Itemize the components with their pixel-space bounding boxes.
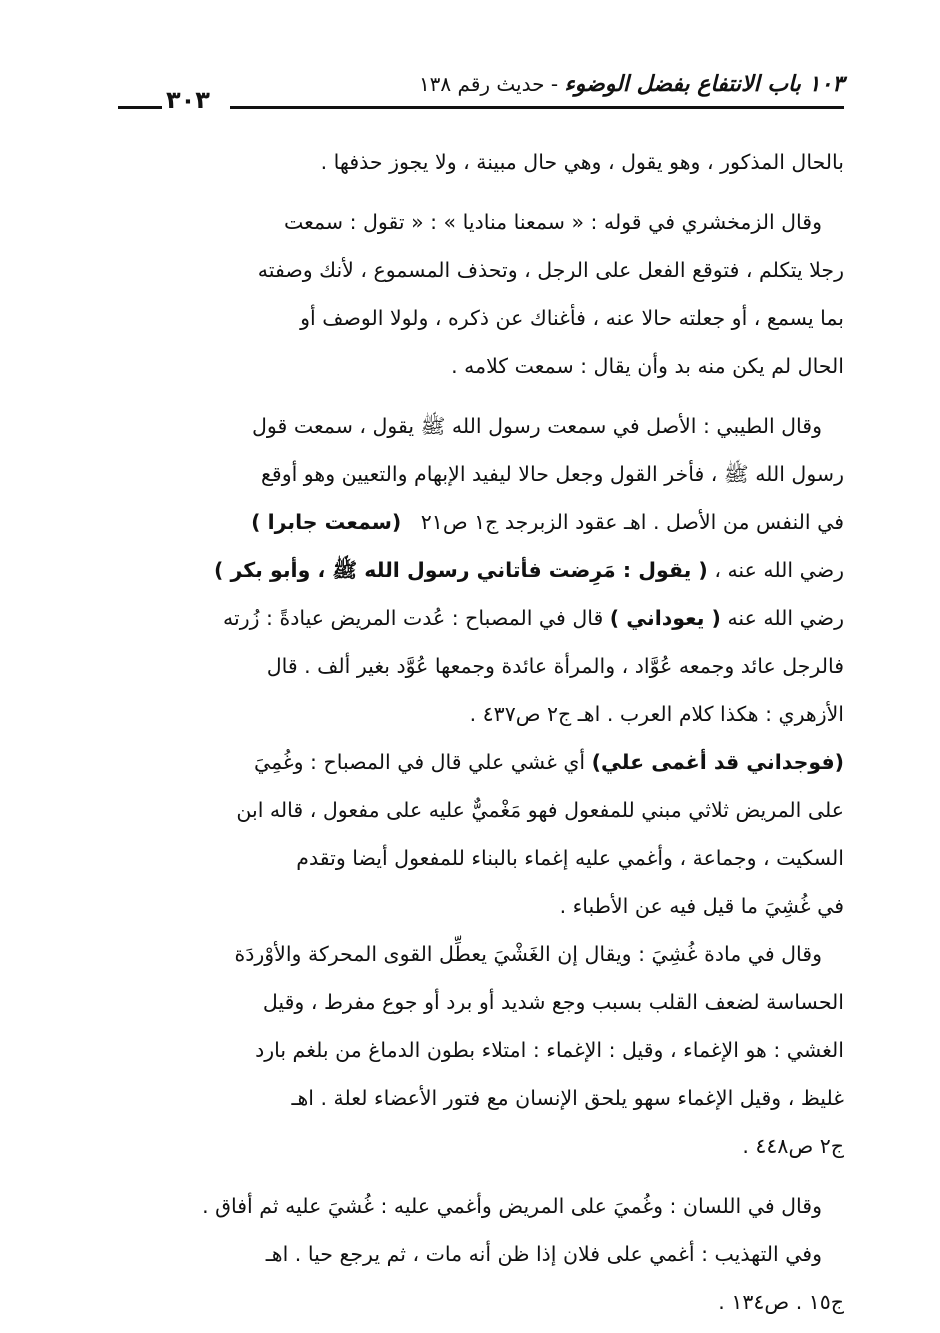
hadith-quote: ( يقول : مَرِضت فأتاني رسول الله ﷺ ، وأبو بكر )	[213, 558, 708, 582]
text-line: في غُشِيَ ما قيل فيه عن الأطباء .	[559, 894, 844, 918]
text-line: وقال في مادة غُشِيَ : ويقال إن الغَشْيَ يعطِّل القوى المحركة والأوْردَة	[234, 942, 822, 966]
chapter-title: ١٠٣ باب الانتفاع بفضل الوضوء	[564, 72, 844, 97]
text-line: وقال الطيبي : الأصل في سمعت رسول الله ﷺ يقول ، سمعت قول	[252, 414, 822, 438]
page-number-rule	[118, 106, 162, 109]
text-line: ج١٥ . ص١٣٤ .	[718, 1290, 844, 1314]
hadith-quote: (سمعت جابرا )	[251, 510, 402, 534]
text-line: الحال لم يكن منه بد وأن يقال : سمعت كلامه .	[451, 354, 844, 378]
text-segment: في النفس من الأصل . اهـ عقود الزبرجد ج١ ص٢١	[420, 510, 844, 534]
page-body	[96, 138, 844, 1326]
text-segment: أي غشي علي قال في المصباح : وغُمِيَ	[253, 750, 592, 774]
text-segment: رضي الله عنه	[720, 606, 844, 630]
text-line: رجلا يتكلم ، فتوقع الفعل على الرجل ، وتحذف المسموع ، لأنك وصفته	[257, 258, 844, 282]
hadith-quote: (فوجداني قد أغمى علي)	[591, 750, 844, 774]
text-line: على المريض ثلاثي مبني للمفعول فهو مَغْميٌّ عليه على مفعول ، قاله ابن	[236, 798, 844, 822]
text-line: بالحال المذكور ، وهو يقول ، وهي حال مبينة ، ولا يجوز حذفها .	[320, 150, 844, 174]
text-line: وقال الزمخشري في قوله : « سمعنا مناديا » : « تقول : سمعت	[284, 210, 822, 234]
text-segment: قال في المصباح : عُدت المريض عيادةً : زُرته	[223, 606, 610, 630]
text-line: الحساسة لضعف القلب بسبب وجع شديد أو برد أو جوع مفرط ، وقيل	[262, 990, 844, 1014]
hadith-number: - حديث رقم ١٣٨	[418, 72, 565, 96]
text-line: رسول الله ﷺ ، فأخر القول وجعل حالا ليفيد الإبهام والتعيين وهو أوقع	[260, 462, 844, 486]
text-line: فالرجل عائد وجمعه عُوَّاد ، والمرأة عائدة وجمعها عُوَّد بغير ألف . قال	[266, 654, 844, 678]
text-line	[96, 546, 844, 594]
text-line: السكيت ، وجماعة ، وأغمي عليه إغماء بالبناء للمفعول أيضا وتقدم	[296, 846, 844, 870]
text-segment: رضي الله عنه ،	[707, 558, 844, 582]
text-line: ج٢ ص٤٤٨ .	[742, 1134, 844, 1158]
text-line: وقال في اللسان : وغُميَ على المريض وأغمي عليه : غُشيَ عليه ثم أفاق .	[202, 1194, 822, 1218]
text-line	[96, 594, 844, 642]
text-line: وفي التهذيب : أغمي على فلان إذا ظن أنه مات ، ثم يرجع حيا . اهـ	[265, 1242, 822, 1266]
text-line: غليظ ، وقيل الإغماء سهو يلحق الإنسان مع فتور الأعضاء لعلة . اهـ	[291, 1086, 844, 1110]
text-line	[96, 738, 844, 786]
hadith-quote: ( يعوداني )	[609, 606, 721, 630]
text-line	[96, 498, 844, 546]
chapter-heading	[419, 72, 844, 97]
page-number: ٣٠٣	[166, 86, 210, 114]
page-header	[118, 70, 844, 120]
text-line: الأزهري : هكذا كلام العرب . اهـ ج٢ ص٤٣٧ .	[469, 702, 844, 726]
header-rule	[230, 106, 844, 109]
text-line: الغشي : هو الإغماء ، وقيل : الإغماء : امتلاء بطون الدماغ من بلغم بارد	[255, 1038, 844, 1062]
text-line: بما يسمع ، أو جعلته حالا عنه ، فأغناك عن ذكره ، ولولا الوصف أو	[300, 306, 844, 330]
